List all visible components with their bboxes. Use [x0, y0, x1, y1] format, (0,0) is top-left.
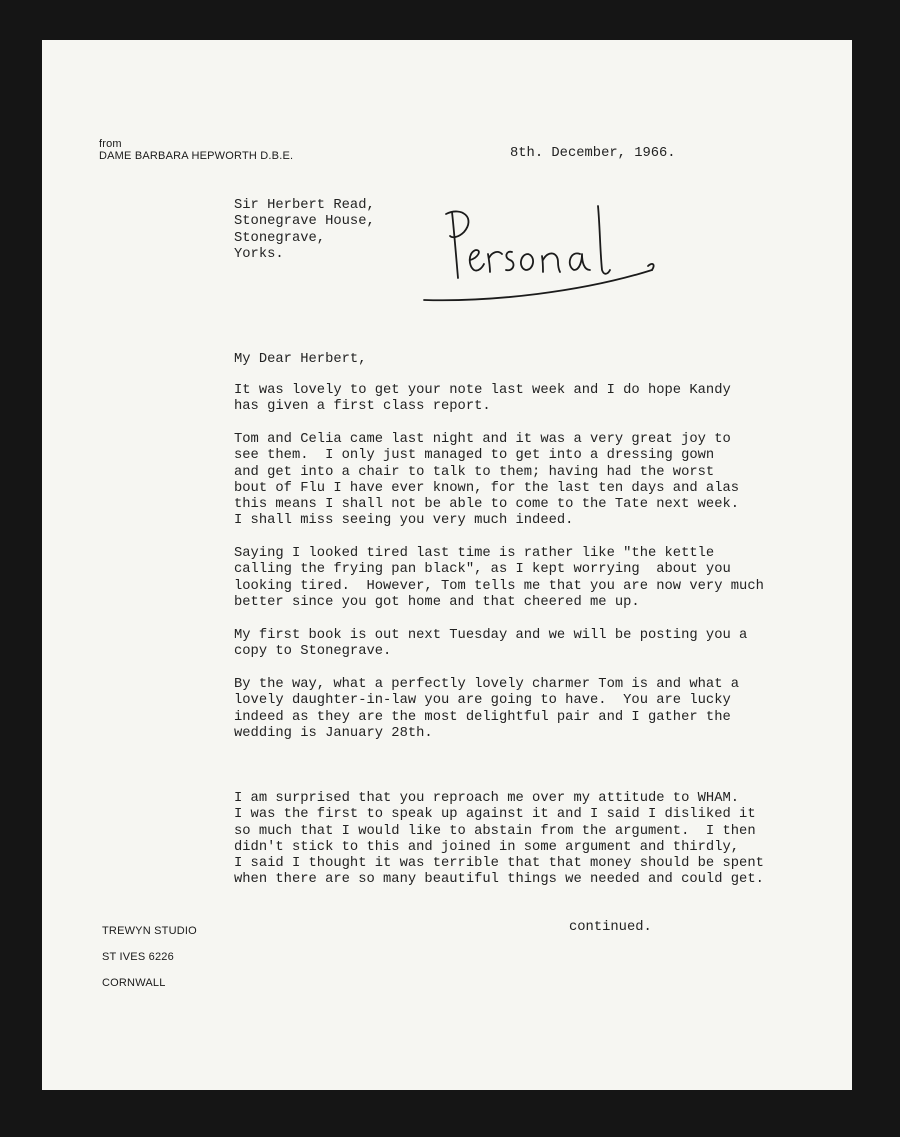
letterhead-county: CORNWALL [102, 977, 166, 989]
letterhead-phone: ST IVES 6226 [102, 951, 174, 963]
letterhead-studio: TREWYN STUDIO [102, 925, 197, 937]
paragraph-line: Tom and Celia came last night and it was a very great joy to [234, 432, 731, 447]
letter-date: 8th. December, 1966. [510, 146, 676, 161]
paragraph-1 [234, 383, 731, 416]
letterhead-from-label: from [99, 138, 122, 150]
paragraph-line: It was lovely to get your note last week and I do hope Kandy [234, 383, 731, 398]
recipient-line-4: Yorks. [234, 247, 284, 262]
recipient-line-2: Stonegrave House, [234, 214, 375, 229]
letterhead-sender: DAME BARBARA HEPWORTH D.B.E. [99, 150, 294, 162]
continued-note: continued. [569, 920, 652, 935]
paragraph-line: bout of Flu I have ever known, for the last ten days and alas [234, 480, 740, 496]
paragraph-4 [234, 628, 747, 661]
paragraph-line: I shall miss seeing you very much indeed. [234, 513, 574, 529]
paragraph-line: indeed as they are the most delightful pair and I gather the [234, 709, 731, 725]
paragraph-line: when there are so many beautiful things we needed and could get. [234, 872, 764, 888]
paragraph-3 [234, 546, 764, 611]
paragraph-line: I was the first to speak up against it and I said I disliked it [234, 807, 756, 823]
paragraph-line: so much that I would like to abstain from the argument. I then [234, 823, 756, 839]
paragraph-line: see them. I only just managed to get into a dressing gown [234, 448, 715, 464]
paragraph-line: looking tired. However, Tom tells me that you are now very much [234, 578, 764, 594]
paragraph-line: this means I shall not be able to come to the Tate next week. [234, 497, 740, 513]
letter-page [42, 40, 852, 1090]
paragraph-line: I am surprised that you reproach me over my attitude to WHAM. [234, 791, 740, 806]
paragraph-line: has given a first class report. [234, 399, 491, 415]
paragraph-2 [234, 432, 739, 530]
paragraph-6 [234, 791, 764, 889]
paragraph-line: and get into a chair to talk to them; having had the worst [234, 464, 715, 480]
paragraph-line: copy to Stonegrave. [234, 644, 392, 660]
salutation: My Dear Herbert, [234, 352, 367, 367]
paragraph-line: didn't stick to this and joined in some argument and thirdly, [234, 839, 740, 855]
paragraph-line: By the way, what a perfectly lovely charmer Tom is and what a [234, 677, 740, 692]
paragraph-line: My first book is out next Tuesday and we will be posting you a [234, 628, 748, 643]
paragraph-line: better since you got home and that cheered me up. [234, 594, 640, 610]
paragraph-line: lovely daughter-in-law you are going to have. You are lucky [234, 693, 731, 709]
paragraph-line: wedding is January 28th. [234, 725, 433, 741]
paragraph-line: Saying I looked tired last time is rather like "the kettle [234, 546, 715, 561]
handwritten-personal-annotation [412, 200, 672, 310]
paragraph-line: I said I thought it was terrible that that money should be spent [234, 856, 764, 872]
recipient-line-3: Stonegrave, [234, 231, 326, 246]
paragraph-line: calling the frying pan black", as I kept worrying about you [234, 562, 731, 578]
paragraph-5 [234, 677, 739, 742]
recipient-line-1: Sir Herbert Read, [234, 198, 375, 213]
